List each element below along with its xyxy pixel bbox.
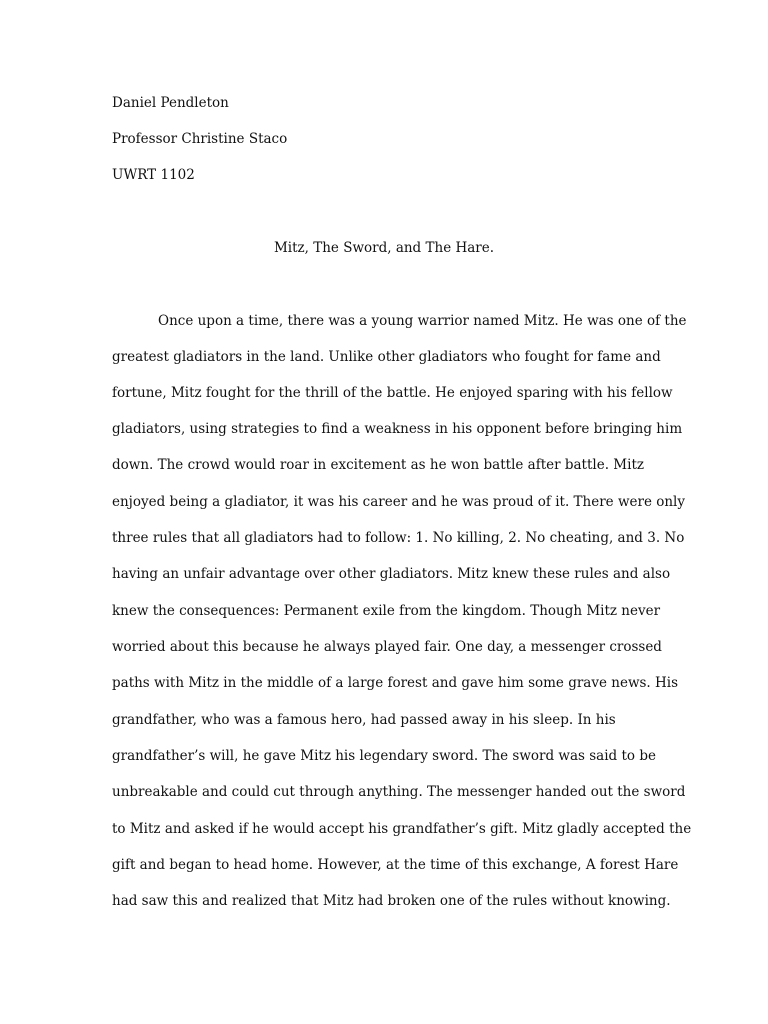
course-code: UWRT 1102 [112,167,195,183]
paragraph-line: gladiators, using strategies to find a weakness in his opponent before bringing him [112,421,683,437]
paragraph-line: three rules that all gladiators had to follow: 1. No killing, 2. No cheating, and 3. No [112,530,685,546]
professor-name: Professor Christine Staco [112,131,288,147]
paragraph-line: gift and began to head home. However, at the time of this exchange, A forest Hare [112,857,679,873]
paragraph-line: fortune, Mitz fought for the thrill of the battle. He enjoyed sparing with his fellow [112,385,673,401]
paragraph-line: grandfather, who was a famous hero, had passed away in his sleep. In his [112,712,616,728]
paragraph-line: grandfather’s will, he gave Mitz his legendary sword. The sword was said to be [112,748,656,764]
paragraph-line: to Mitz and asked if he would accept his grandfather’s gift. Mitz gladly accepted the [112,821,692,837]
paragraph-line: paths with Mitz in the middle of a large forest and gave him some grave news. His [112,675,679,691]
paragraph-line: knew the consequences: Permanent exile from the kingdom. Though Mitz never [112,603,661,619]
paragraph-line: enjoyed being a gladiator, it was his career and he was proud of it. There were only [112,494,685,510]
author-name: Daniel Pendleton [112,95,229,111]
paragraph-line: had saw this and realized that Mitz had broken one of the rules without knowing. [112,893,671,909]
paragraph-line: down. The crowd would roar in excitement as he won battle after battle. Mitz [112,457,644,473]
paragraph-line: Once upon a time, there was a young warrior named Mitz. He was one of the [158,313,687,329]
paragraph-line: greatest gladiators in the land. Unlike other gladiators who fought for fame and [112,349,661,365]
document-title: Mitz, The Sword, and The Hare. [273,240,495,256]
paragraph-line: having an unfair advantage over other gladiators. Mitz knew these rules and also [112,566,671,582]
paragraph-line: worried about this because he always played fair. One day, a messenger crossed [112,639,662,655]
paragraph-line: unbreakable and could cut through anything. The messenger handed out the sword [112,784,686,800]
